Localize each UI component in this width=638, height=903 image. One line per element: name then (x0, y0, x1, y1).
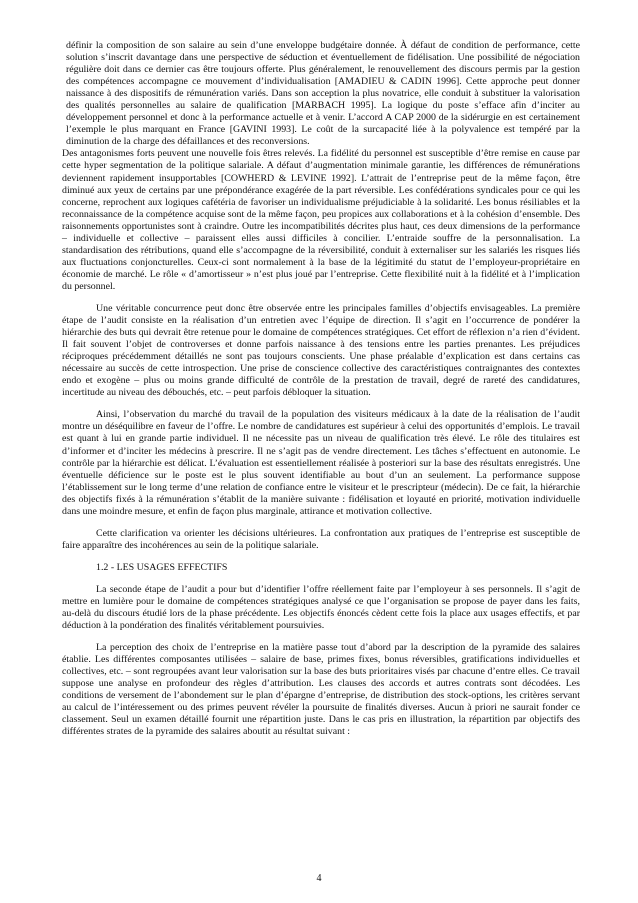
page-number: 4 (316, 873, 322, 884)
paragraph-6: La seconde étape de l’audit a pour but d’identifier l’offre réellement faite par l’employeur à ses personnels. Il s’agit de mettre en lumière pour le domaine de compétences stratégiques analysé ce que l’organisation se propose de payer dans les faits, au-delà du discours étudié lors de la phase précédente. Les objectifs énoncés cèdent cette fois la place aux usages effectifs, et par déduction à la pondération des finalités véritablement poursuivies. (62, 583, 580, 632)
paragraph-7: La perception des choix de l’entreprise en la matière passe tout d’abord par la description de la pyramide des salaires établie. Les différentes composantes utilisées – salaire de base, primes fixes, bonus réversibles, gratifications individuelles et collectives, etc. – sont regroupées avant leur valorisation sur la base des buts prioritaires visés par chacune d’entre elles. Ce travail suppose une analyse en profondeur des règles d’attribution. Les clauses des accords et autres contrats sont décodées. Les conditions de versement de l’abondement sur le plan d’épargne d’entreprise, de distribution des stock-options, les critères servant au calcul de l’intéressement ou des primes peuvent révéler la poursuite de finalités diverses. Aucun à priori ne saurait fonder ce classement. Seul un examen détaillé fournit une répartition juste. Dans le cas pris en illustration, la répartition par objectifs des différentes strates de la pyramide des salaires aboutit au résultat suivant : (62, 642, 580, 738)
section-heading: 1.2 - LES USAGES EFFECTIFS (96, 561, 228, 573)
paragraph-4: Ainsi, l’observation du marché du travail de la population des visiteurs médicaux à la date de la réalisation de l’audit montre un déséquilibre en faveur de l’offre. Le nombre de candidatures est supérieur à celui des opportunités d’emplois. Le travail est quant à lui en grande partie individuel. Il ne nécessite pas un niveau de qualification très élevé. Le rôle des titulaires est d’informer et d’inciter les médecins à prescrire. Il ne s’agit pas de vendre directement. Les tâches s’effectuent en autonomie. Le contrôle par la hiérarchie est délicat. L’évaluation est essentiellement réalisée à posteriori sur la base des résultats enregistrés. Une éventuelle déficience sur le poste est le plus souvent identifiable au bout d’un an seulement. La performance suppose l’établissement sur le long terme d’une relation de confiance entre le visiteur et le prescripteur (médecin). De ce fait, la hiérarchie des objectifs fixés à la rémunération s’établit de la manière suivante : fidélisation et loyauté en priorité, motivation individuelle dans une moindre mesure, et enfin de façon plus marginale, attirance et motivation collective. (62, 409, 580, 517)
paragraph-1: définir la composition de son salaire au sein d’une enveloppe budgétaire donnée. À défaut de condition de performance, cette solution s’inscrit davantage dans une perspective de séduction et éventuellement de fidélisation. Une possibilité de négociation régulière doit dans ce dernier cas être toujours offerte. Plus généralement, le renouvellement des discours permis par la gestion des compétences accompagne ce mouvement d’individualisation [AMADIEU & CADIN 1996]. Cette approche peut donner naissance à des dispositifs de rémunération variés. Dans son acception la plus novatrice, elle conduit à substituer la valorisation des qualités personnelles au salaire de qualification [MARBACH 1995]. La logique du poste s’efface afin d’inciter au développement personnel et donc à la performance actuelle et à venir. L’accord A CAP 2000 de la sidérurgie en est certainement l’exemple le plus marquant en France [GAVINI 1993]. Le coût de la surcapacité liée à la polyvalence est tempéré par la diminution de la charge des défaillances et des reconversions. (66, 40, 580, 148)
document-page (62, 40, 580, 738)
paragraph-2: Des antagonismes forts peuvent une nouvelle fois êtres relevés. La fidélité du personnel est susceptible d’être remise en cause par cette hyper segmentation de la politique salariale. A défaut d’augmentation minimale garantie, les différences de rémunérations deviennent rapidement insupportables [COWHERD & LEVINE 1992]. L’attrait de l’entreprise peut de la même façon, être diminué aux yeux de certains par une prépondérance exagérée de la part réversible. Les confédérations syndicales pour ce qui les concerne, reprochent aux logiques cafétéria de favoriser un individualisme préjudiciable à la solidarité. Les bonus résiliables et la reconnaissance de la compétence acquise sont de la même façon, peu propices aux collaborations et à la cohésion d’ensemble. Des raisonnements opportunistes sont à craindre. Outre les incompatibilités décrites plus haut, ces deux dimensions de la performance – individuelle et collective – paraissent elles aussi difficiles à concilier. L’entraide souffre de la personnalisation. La standardisation des rétributions, quand elle s’accompagne de la réversibilité, conduit à externaliser sur les salariés les risques liés aux fluctuations conjoncturelles. Ceux-ci sont normalement à la base de la légitimité du statut de l’employeur-propriétaire en économie de marché. Le rôle « d’amortisseur » n’est plus joué par l’entreprise. Cette flexibilité nuit à la fidélité et à l’implication du personnel. (62, 148, 580, 292)
paragraph-3: Une véritable concurrence peut donc être observée entre les principales familles d’objectifs envisageables. La première étape de l’audit consiste en la réalisation d’un entretien avec l’équipe de direction. Il s’agit en l’occurrence de pondérer la hiérarchie des buts qui devrait être retenue pour le domaine de compétences stratégiques. Cet effort de réflexion n’a rien d’évident. Il fait souvent l’objet de controverses et donne parfois naissance à des tensions entre les parties prenantes. Les préjudices réciproques précédemment détaillés ne sont pas toujours conscients. Une phase préalable d’explication est dans certains cas nécessaire au succès de cette introspection. Une prise de conscience collective des caractéristiques contraignantes des contextes endo et exogène – plus ou moins grande difficulté de contrôle de la prestation de travail, degré de rareté des candidatures, incertitude au niveau des débouchés, etc. – peut parfois débloquer la situation. (62, 302, 580, 399)
paragraph-5: Cette clarification va orienter les décisions ultérieures. La confrontation aux pratiques de l’entreprise est susceptible de faire apparaître des incohérences au sein de la politique salariale. (62, 527, 580, 551)
